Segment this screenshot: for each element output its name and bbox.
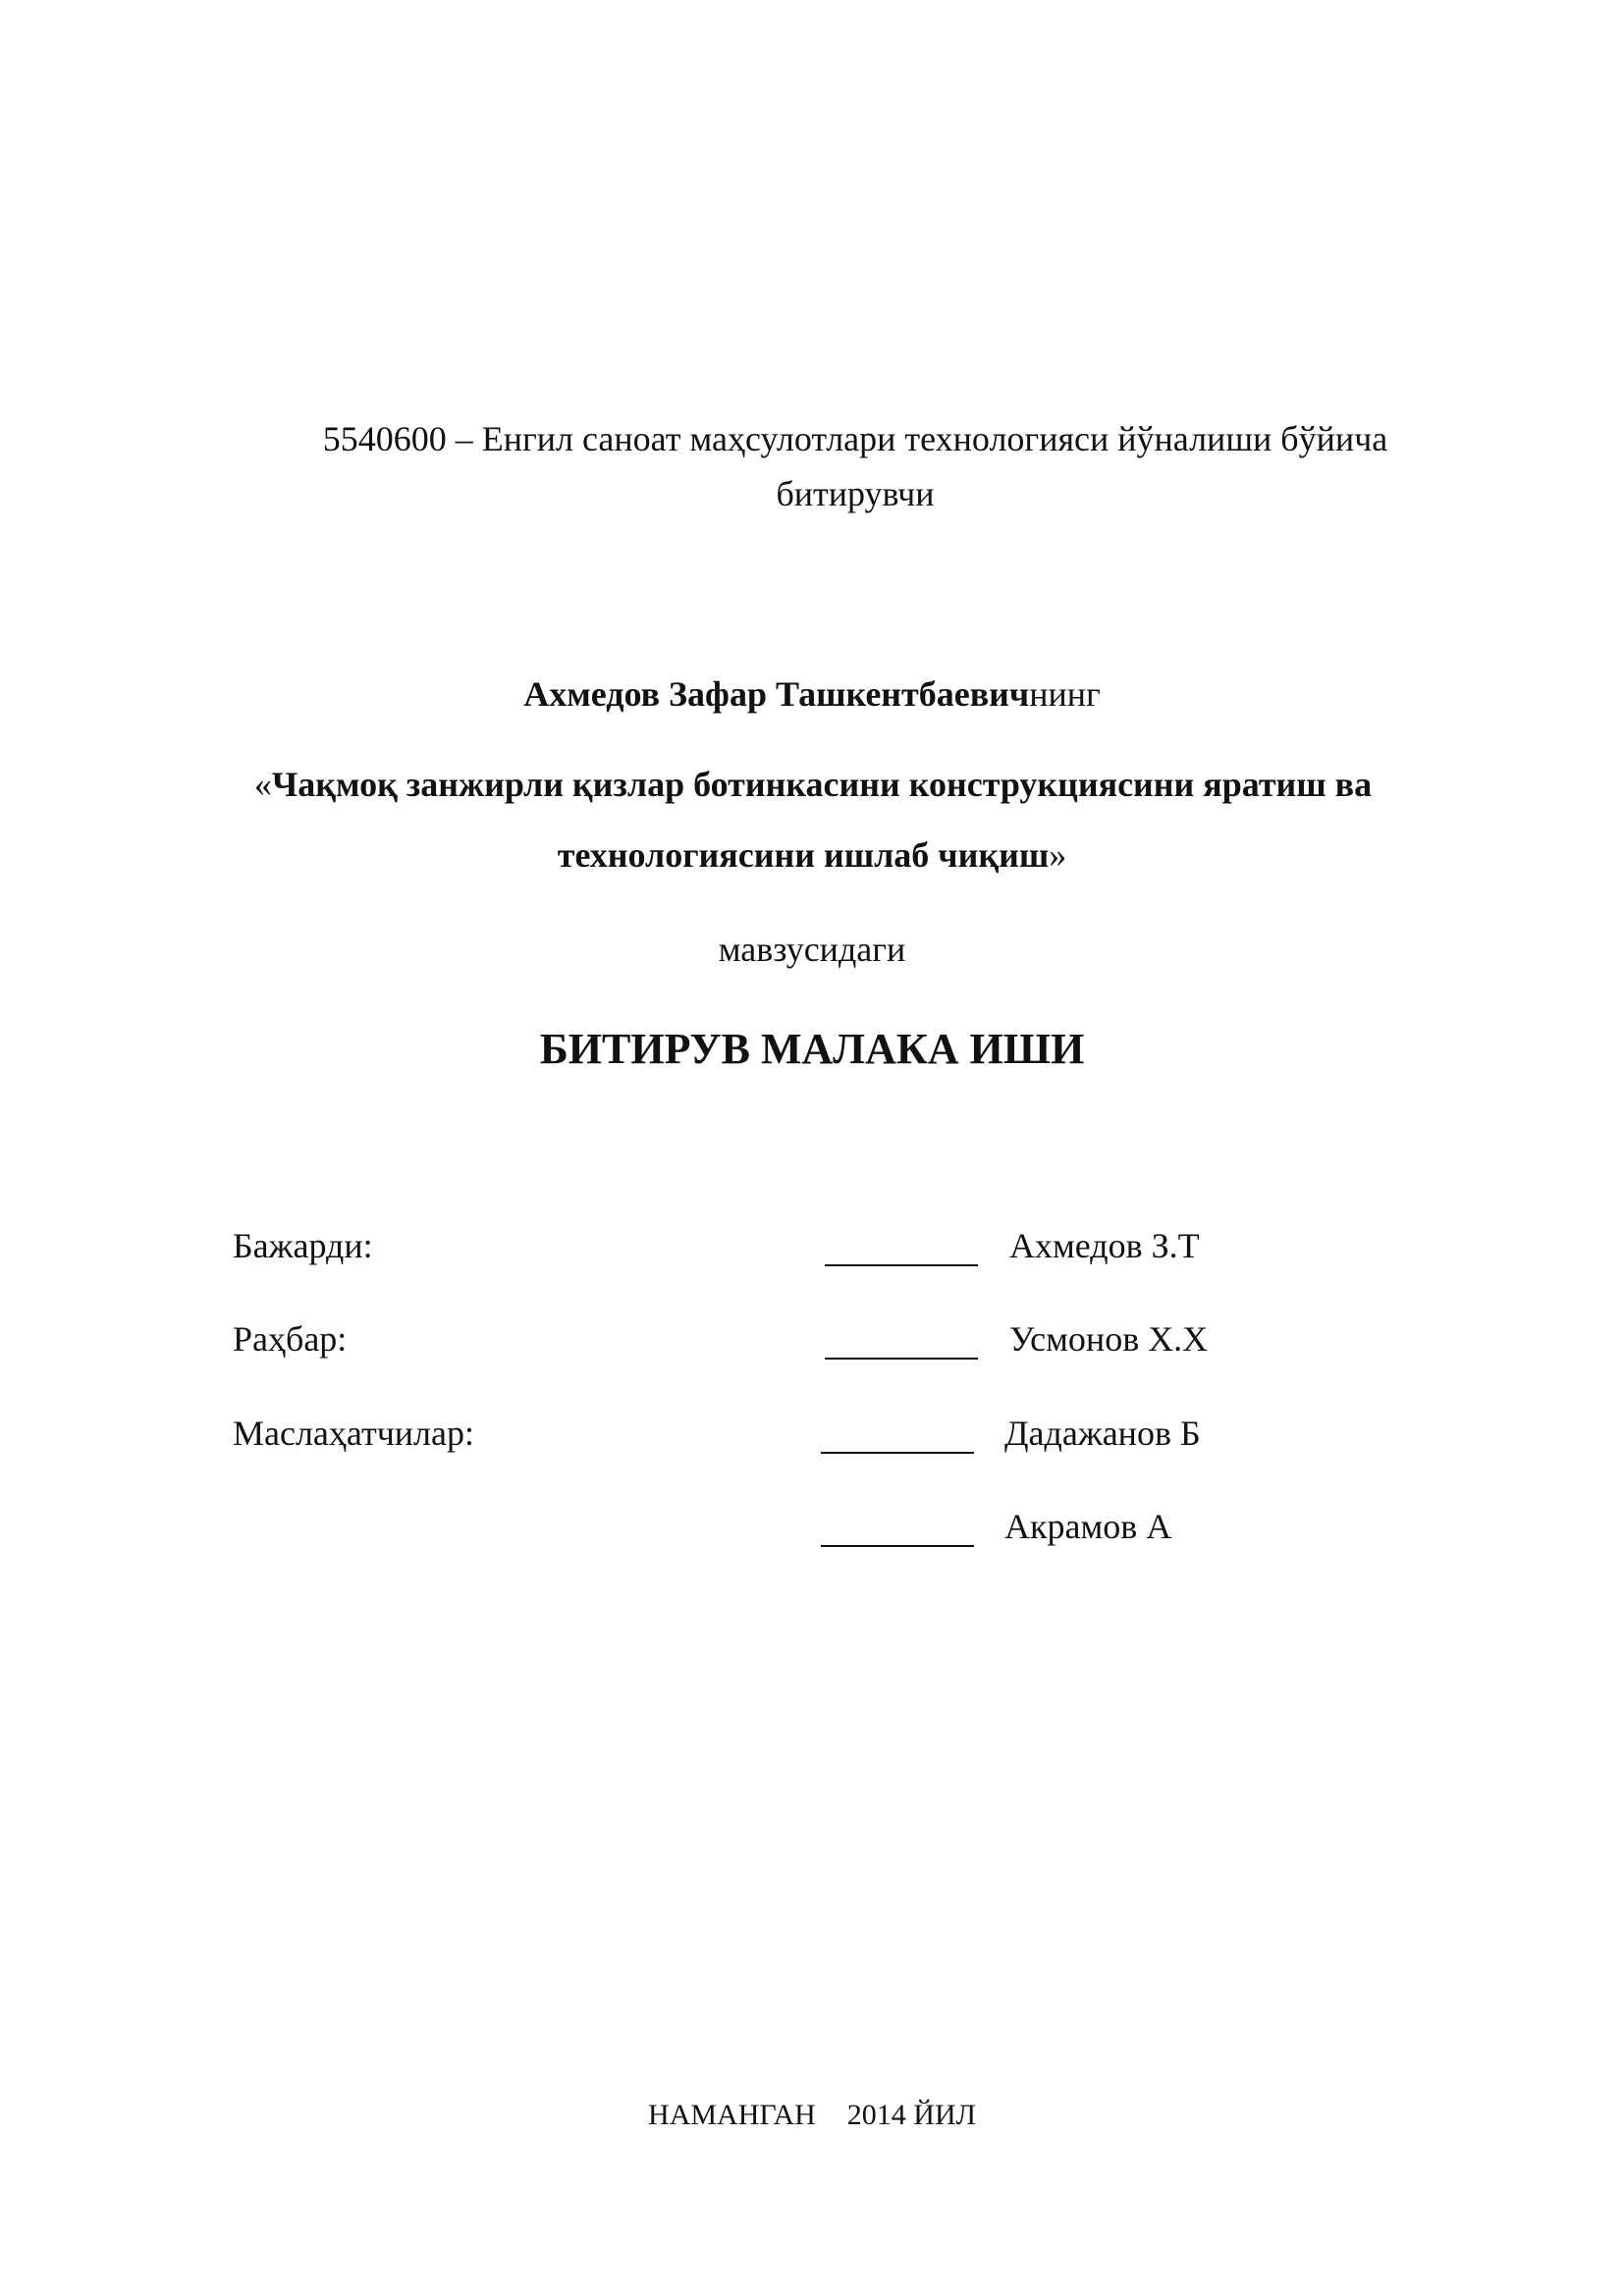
author-line <box>0 673 1624 715</box>
graduate-word: битирувчи <box>776 474 935 513</box>
signature-line <box>825 1264 978 1266</box>
topic-text-2: технологиясини ишлаб чиқиш <box>557 835 1050 875</box>
signature-line <box>821 1452 974 1454</box>
author-suffix: нинг <box>1029 674 1101 714</box>
topic-line-2 <box>0 834 1624 876</box>
topic-open-quote: « <box>253 765 272 804</box>
signature-line <box>821 1545 974 1547</box>
document-title: БИТИРУВ МАЛАКА ИШИ <box>539 1025 1085 1073</box>
footer <box>0 2099 1624 2132</box>
about-word: мавзусидаги <box>718 930 906 969</box>
program-line: 5540600 – Енгил саноат маҳсулотлари технологияси йўналиши бўйича <box>322 419 1388 458</box>
topic-line-1 <box>0 764 1624 805</box>
signature-name: Дадажанов Б <box>1004 1414 1201 1453</box>
signature-role: Бажарди: <box>233 1226 373 1265</box>
footer-year: 2014 ЙИЛ <box>846 2099 976 2131</box>
signature-role: Маслаҳатчилар: <box>233 1414 475 1453</box>
author-name: Ахмедов Зафар Ташкентбаевич <box>523 674 1030 714</box>
topic-close-quote: » <box>1049 835 1067 875</box>
footer-city: НАМАНГАН <box>648 2099 816 2131</box>
signature-name: Ахмедов З.Т <box>1009 1226 1200 1265</box>
signature-name: Акрамов А <box>1004 1507 1172 1546</box>
signature-line <box>825 1358 978 1360</box>
signature-role: Раҳбар: <box>233 1319 348 1359</box>
signature-name: Усмонов Х.Х <box>1009 1319 1209 1359</box>
topic-text-1: Чақмоқ занжирли қизлар ботинкасини конструкциясини яратиш ва <box>271 765 1373 804</box>
